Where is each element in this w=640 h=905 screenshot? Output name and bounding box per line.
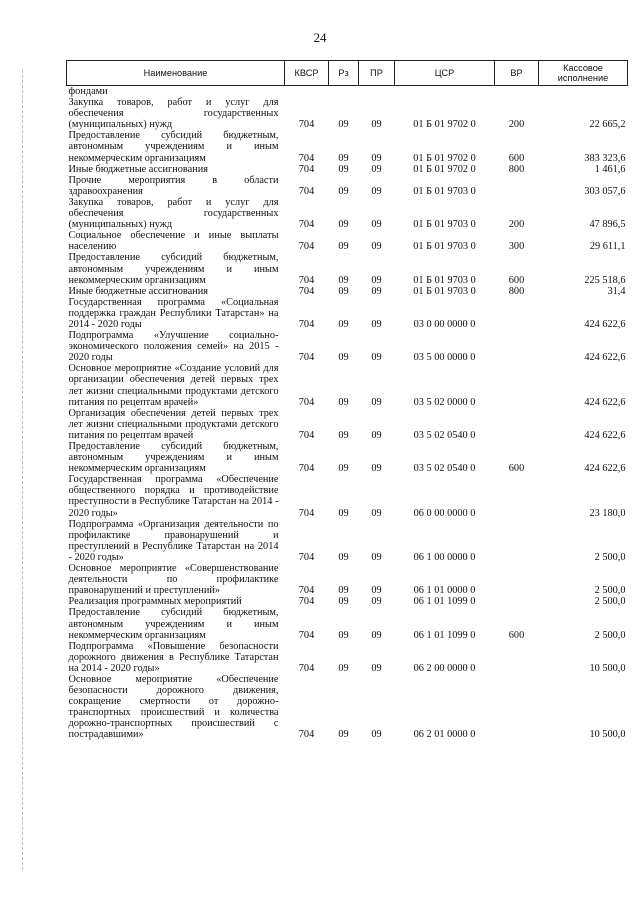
table-row: [67, 230, 628, 252]
cell-name: Иные бюджетные ассигнования: [68, 163, 208, 175]
cell-csr: 01 Б 01 9703 0: [413, 241, 476, 253]
cell-kvsr: 704: [298, 241, 315, 253]
cell-rz: 09: [338, 163, 349, 175]
cell-rz: 09: [338, 219, 349, 231]
cell-vr: 600: [508, 629, 525, 641]
cell-rz: 09: [338, 596, 349, 608]
cell-pr: 09: [371, 285, 382, 297]
cell-amount: 1 461,6: [594, 163, 626, 175]
cell-name: Прочие мероприятия в области здравоохранения: [68, 174, 279, 197]
cell-kvsr: [285, 86, 329, 98]
cell-kvsr: 704: [298, 596, 315, 608]
cell-vr: 800: [508, 285, 525, 297]
cell-vr: [495, 474, 539, 518]
header-kvsr: КВСР: [285, 61, 329, 86]
cell-vr: [495, 596, 539, 607]
cell-csr: 03 5 02 0540 0: [413, 429, 476, 441]
cell-amount: 2 500,0: [594, 551, 626, 563]
cell-vr: [495, 641, 539, 674]
cell-kvsr: 704: [298, 629, 315, 641]
cell-pr: 09: [371, 163, 382, 175]
header-pr: ПР: [359, 61, 395, 86]
cell-name: Организация обеспечения детей первых трех лет жизни специальными продуктами детского питания по рецептам врачей: [68, 407, 279, 441]
table-row: [67, 130, 628, 163]
cell-kvsr: 704: [298, 285, 315, 297]
cell-vr: 200: [508, 219, 525, 231]
cell-kvsr: 704: [298, 396, 315, 408]
cell-name: Подпрограмма «Повышение безопасности дорожного движения в Республике Татарстан на 2014 - 2020 годы»: [68, 640, 279, 674]
cell-amount: 383 323,6: [584, 152, 626, 164]
cell-pr: 09: [371, 396, 382, 408]
cell-rz: 09: [338, 152, 349, 164]
budget-table: [66, 60, 628, 741]
cell-amount: 424 622,6: [584, 318, 626, 330]
cell-rz: [329, 86, 359, 98]
cell-kvsr: 704: [298, 551, 315, 563]
table-row: [67, 408, 628, 441]
cell-amount: 424 622,6: [584, 396, 626, 408]
table-row: [67, 441, 628, 474]
cell-csr: 06 1 01 1099 0: [413, 596, 476, 608]
cell-kvsr: 704: [298, 318, 315, 330]
table-row: [67, 164, 628, 175]
cell-amount: 31,4: [607, 285, 626, 297]
cell-pr: 09: [371, 551, 382, 563]
cell-name: Закупка товаров, работ и услуг для обеспечения государственных (муниципальных) нужд: [68, 97, 279, 131]
cell-csr: 01 Б 01 9702 0: [413, 119, 476, 131]
cell-name: Основное мероприятие «Обеспечение безопасности дорожного движения, сокращение смертности от дорожно-транспортных происшествий и количества дорожно-транспортных происшествий с пострадавшими»: [68, 673, 279, 741]
cell-amount: 424 622,6: [584, 463, 626, 475]
cell-amount: 225 518,6: [584, 274, 626, 286]
cell-csr: 01 Б 01 9703 0: [413, 285, 476, 297]
table-row: [67, 363, 628, 407]
cell-pr: 09: [371, 463, 382, 475]
scan-margin-marks: [22, 70, 25, 870]
cell-rz: 09: [338, 241, 349, 253]
cell-csr: 06 1 01 0000 0: [413, 585, 476, 597]
cell-csr: 01 Б 01 9703 0: [413, 274, 476, 286]
cell-pr: 09: [371, 219, 382, 231]
cell-amount: 29 611,1: [589, 241, 626, 253]
table-row: [67, 607, 628, 640]
cell-csr: 01 Б 01 9703 0: [413, 219, 476, 231]
cell-amount: 2 500,0: [594, 585, 626, 597]
cell-amount: 23 180,0: [589, 507, 626, 519]
cell-vr: [495, 674, 539, 741]
cell-pr: 09: [371, 241, 382, 253]
cell-vr: [495, 86, 539, 98]
cell-rz: 09: [338, 463, 349, 475]
cell-pr: 09: [371, 119, 382, 131]
cell-rz: 09: [338, 585, 349, 597]
cell-rz: 09: [338, 119, 349, 131]
table-header: [67, 61, 628, 86]
table-row: [67, 596, 628, 607]
cell-vr: [495, 297, 539, 330]
cell-name: Иные бюджетные ассигнования: [68, 285, 208, 297]
header-csr: ЦСР: [395, 61, 495, 86]
cell-kvsr: 704: [298, 585, 315, 597]
cell-csr: 01 Б 01 9702 0: [413, 163, 476, 175]
cell-csr: [395, 86, 495, 98]
cell-kvsr: 704: [298, 429, 315, 441]
cell-amount: [539, 86, 628, 98]
cell-kvsr: 704: [298, 729, 315, 741]
cell-pr: 09: [371, 596, 382, 608]
cell-amount: 2 500,0: [594, 596, 626, 608]
cell-kvsr: 704: [298, 662, 315, 674]
cell-amount: 424 622,6: [584, 429, 626, 441]
cell-vr: [495, 563, 539, 596]
cell-amount: 303 057,6: [584, 185, 626, 197]
table-row: [67, 297, 628, 330]
cell-rz: 09: [338, 285, 349, 297]
cell-rz: 09: [338, 318, 349, 330]
cell-pr: 09: [371, 429, 382, 441]
table-row: [67, 286, 628, 297]
cell-vr: [495, 330, 539, 363]
table-row: [67, 97, 628, 130]
cell-vr: 200: [508, 119, 525, 131]
cell-name: Социальное обеспечение и иные выплаты населению: [68, 230, 279, 253]
table-body: [67, 86, 628, 741]
cell-vr: 600: [508, 463, 525, 475]
page-number: 24: [313, 30, 327, 45]
cell-csr: 06 2 00 0000 0: [413, 662, 476, 674]
cell-rz: 09: [338, 274, 349, 286]
table-row: [67, 175, 628, 197]
cell-kvsr: 704: [298, 463, 315, 475]
cell-rz: 09: [338, 629, 349, 641]
cell-name: фондами: [68, 86, 108, 97]
cell-rz: 09: [338, 185, 349, 197]
cell-amount: 2 500,0: [594, 629, 626, 641]
cell-name: Реализация программных мероприятий: [68, 596, 242, 608]
cell-kvsr: 704: [298, 507, 315, 519]
cell-name: Основное мероприятие «Совершенствование деятельности по профилактике правонарушений и преступлений»: [68, 563, 279, 597]
cell-amount: 47 896,5: [589, 219, 626, 231]
cell-csr: 01 Б 01 9702 0: [413, 152, 476, 164]
cell-vr: 800: [508, 163, 525, 175]
table-row: [67, 252, 628, 285]
cell-csr: 03 5 02 0540 0: [413, 463, 476, 475]
cell-pr: 09: [371, 629, 382, 641]
cell-pr: 09: [371, 318, 382, 330]
cell-kvsr: 704: [298, 274, 315, 286]
cell-vr: [495, 519, 539, 563]
cell-kvsr: 704: [298, 152, 315, 164]
header-name: Наименование: [67, 61, 285, 86]
cell-amount: 10 500,0: [589, 662, 626, 674]
cell-csr: 03 5 00 0000 0: [413, 352, 476, 364]
cell-amount: 22 665,2: [589, 119, 626, 131]
cell-name: Основное мероприятие «Создание условий для организации обеспечения детей первых трех лет жизни специальными продуктами детского питания по рецептам врачей»: [68, 363, 279, 408]
cell-csr: 06 2 01 0000 0: [413, 729, 476, 741]
cell-name: Подпрограмма «Улучшение социально-экономического положения семей» на 2015 - 2020 годы: [68, 330, 279, 364]
cell-name: Закупка товаров, работ и услуг для обеспечения государственных (муниципальных) нужд: [68, 196, 279, 231]
cell-rz: 09: [338, 507, 349, 519]
cell-pr: 09: [371, 185, 382, 197]
cell-name: Государственная программа «Обеспечение общественного порядка и противодействие преступности в Республике Татарстан на 2014 - 2020 годы»: [68, 474, 279, 519]
cell-rz: 09: [338, 429, 349, 441]
cell-name: Подпрограмма «Организация деятельности по профилактике правонарушений и преступлений в Республике Татарстан на 2014 - 2020 годы»: [68, 518, 279, 563]
table-row: [67, 197, 628, 230]
header-rz: Рз: [329, 61, 359, 86]
cell-vr: 600: [508, 274, 525, 286]
table-row: [67, 641, 628, 674]
table-row: [67, 330, 628, 363]
cell-rz: 09: [338, 662, 349, 674]
cell-csr: 06 1 00 0000 0: [413, 551, 476, 563]
table-row: [67, 474, 628, 518]
header-amount: Кассовое исполнение: [539, 61, 628, 86]
cell-pr: 09: [371, 274, 382, 286]
cell-rz: 09: [338, 729, 349, 741]
table-row: [67, 563, 628, 596]
cell-rz: 09: [338, 352, 349, 364]
cell-name: Предоставление субсидий бюджетным, автономным учреждениям и иным некоммерческим организациям: [68, 252, 279, 286]
cell-kvsr: 704: [298, 163, 315, 175]
cell-rz: 09: [338, 551, 349, 563]
cell-amount: 10 500,0: [589, 729, 626, 741]
table-row: [67, 86, 628, 98]
cell-vr: [495, 175, 539, 197]
header-vr: ВР: [495, 61, 539, 86]
cell-vr: [495, 408, 539, 441]
cell-name: Государственная программа «Социальная поддержка граждан Республики Татарстан» на 2014 - 2020 годы: [68, 296, 279, 330]
cell-pr: 09: [371, 585, 382, 597]
cell-csr: 01 Б 01 9703 0: [413, 185, 476, 197]
cell-csr: 06 1 01 1099 0: [413, 629, 476, 641]
table-row: [67, 519, 628, 563]
cell-pr: 09: [371, 152, 382, 164]
cell-pr: [359, 86, 395, 98]
cell-amount: 424 622,6: [584, 352, 626, 364]
cell-pr: 09: [371, 729, 382, 741]
cell-vr: 300: [508, 241, 525, 253]
cell-vr: [495, 363, 539, 407]
cell-csr: 06 0 00 0000 0: [413, 507, 476, 519]
cell-pr: 09: [371, 507, 382, 519]
cell-kvsr: 704: [298, 219, 315, 231]
cell-name: Предоставление субсидий бюджетным, автономным учреждениям и иным некоммерческим организациям: [68, 130, 279, 164]
cell-csr: 03 5 02 0000 0: [413, 396, 476, 408]
table-row: [67, 674, 628, 741]
cell-kvsr: 704: [298, 185, 315, 197]
cell-csr: 03 0 00 0000 0: [413, 318, 476, 330]
cell-pr: 09: [371, 352, 382, 364]
cell-name: Предоставление субсидий бюджетным, автономным учреждениям и иным некоммерческим организациям: [68, 607, 279, 641]
cell-pr: 09: [371, 662, 382, 674]
cell-vr: 600: [508, 152, 525, 164]
cell-kvsr: 704: [298, 119, 315, 131]
cell-name: Предоставление субсидий бюджетным, автономным учреждениям и иным некоммерческим организациям: [68, 441, 279, 475]
cell-kvsr: 704: [298, 352, 315, 364]
cell-rz: 09: [338, 396, 349, 408]
